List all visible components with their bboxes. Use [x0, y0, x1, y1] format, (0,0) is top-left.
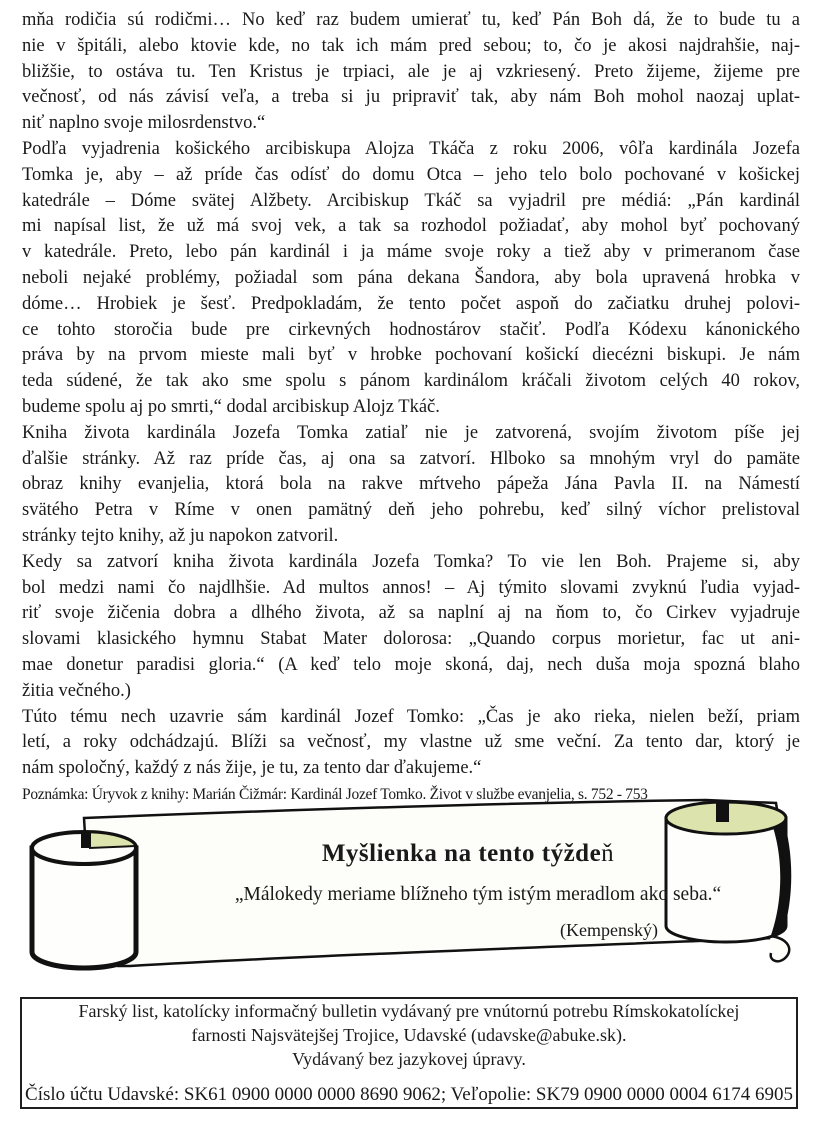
- text-line: neboli nejaké problémy, požiadal som pána dekana Šandora, aby bola upravená hrobka v: [22, 267, 800, 288]
- text-line: letí, a roky odchádzajú. Blíži sa večnosť, my vlastne už sme veční. Za tento dar, ktorý je: [22, 732, 800, 753]
- text-line: práva by na prvom mieste mali byť v hrobke pochovaní košickí diecézni biskupi. Je nám: [22, 345, 800, 366]
- scroll-title-tail: ň: [601, 840, 615, 867]
- body-paragraph: [22, 421, 800, 550]
- text-line: bližšie, to ostáva tu. Ten Kristus je trpiaci, ale je aj vzkriesený. Preto žijeme, žijeme pre: [22, 61, 800, 82]
- text-line: mi napísal list, že už má svoj vek, a tak sa rozhodol požiadať, aby mohol byť pochovaný: [22, 216, 800, 237]
- scroll-banner: [18, 790, 800, 990]
- text-line: Podľa vyjadrenia košického arcibiskupa Alojza Tkáča z roku 2006, vôľa kardinála Jozefa: [22, 138, 800, 159]
- text-line: budeme spolu aj po smrti,“ dodal arcibiskup Alojz Tkáč.: [22, 396, 440, 417]
- footer-line: Farský list, katolícky informačný bulletin vydávaný pre vnútornú potrebu Rímskokatolíckej: [78, 1001, 740, 1021]
- text-line: nám spoločný, každý z nás žije, je tu, za tento dar ďakujeme.“: [22, 758, 482, 779]
- scroll-quote: „Málokedy meriame blížneho tým istým meradlom ako seba.“: [234, 884, 722, 905]
- text-line: svätého Petra v Ríme v onen pamätný deň jeho pohrebu, keď silný víchor prelistoval: [22, 500, 800, 521]
- text-line: v katedrále. Preto, lebo pán kardinál i ja máme svoje roky a tiež aby v primeranom čase: [22, 242, 800, 263]
- text-line: katedrále – Dóme svätej Alžbety. Arcibiskup Tkáč sa vyjadril pre médiá: „Pán kardinál: [22, 190, 800, 211]
- text-line: večnosť, od nás závisí veľa, a treba si ju pripraviť tak, aby nám Boh mohol naozaj uplat-: [22, 87, 800, 108]
- text-line: ďalšie stránky. Až raz príde čas, aj ona sa zatvorí. Hlboko sa mnohým vryl do pamäte: [22, 448, 800, 469]
- footer-line: farnosti Najsvätejšej Trojice, Udavské (udavske@abuke.sk).: [191, 1025, 627, 1045]
- text-line: slovami klasického hymnu Stabat Mater dolorosa: „Quando corpus morietur, fac ut ani-: [22, 629, 800, 650]
- body-paragraph: [22, 8, 800, 137]
- text-line: mňa rodičia sú rodičmi… No keď raz budem umierať tu, keď Pán Boh dá, že to bude tu a: [22, 10, 800, 30]
- text-line: stránky tejto knihy, až ju napokon zatvoril.: [22, 525, 339, 546]
- footer-line: Vydávaný bez jazykovej úpravy.: [292, 1049, 526, 1069]
- text-line: žitia večného.): [22, 680, 131, 701]
- text-line: Túto tému nech uzavrie sám kardinál Jozef Tomko: „Čas je ako rieka, nielen beží, priam: [22, 706, 800, 727]
- text-line: niť naplno svoje milosrdenstvo.“: [22, 113, 266, 134]
- text-line: bol medzi nami čo najdlhšie. Ad multos annos! – Aj týmito slovami zvyknú ľudia vyjad-: [22, 577, 800, 598]
- scroll-title: [138, 840, 798, 868]
- scroll-title-main: Myšlienka na tento týžde: [321, 840, 602, 867]
- text-line: Tomka je, aby – až príde čas odísť do domu Otca – jeho telo bolo pochované v košickej: [22, 164, 800, 185]
- scroll-left-roll: [32, 831, 136, 968]
- scroll-attribution: (Kempenský): [560, 920, 658, 940]
- text-line: obraz knihy evanjelia, ktorá bola na rakve mŕtveho pápeža Jána Pavla II. na Námestí: [22, 474, 800, 495]
- body-paragraph: [22, 550, 800, 705]
- article-body: [22, 8, 800, 808]
- text-line: nie v špitáli, alebo ktovie kde, no tak ich mám pred sebou; to, čo je akosi najdrahšie, naj-: [22, 35, 800, 56]
- text-line: dóme… Hrobiek je šesť. Predpokladám, že tento počet aspoň do začiatku druhej polovi-: [22, 293, 800, 314]
- text-line: Kedy sa zatvorí kniha života kardinála Jozefa Tomka? To vie len Boh. Prajeme si, aby: [22, 551, 800, 572]
- footer-box: [20, 997, 798, 1109]
- text-line: teda súdené, že tak ako sme spolu s pánom kardinálom kráčali životom celých 40 rokov,: [22, 371, 800, 392]
- body-paragraph: [22, 705, 800, 782]
- source-note-line: Poznámka: Úryvok z knihy: Marián Čižmár: Kardinál Jozef Tomko. Život v službe evanjelia, s. 752 - 753: [22, 785, 648, 803]
- footer-lines: [22, 999, 796, 1071]
- footer-account-line: Číslo účtu Udavské: SK61 0900 0000 0000 8690 9062; Veľopolie: SK79 0900 0000 0004 6174 6905: [25, 1084, 793, 1105]
- text-line: mae donetur paradisi gloria.“ (A keď telo moje skoná, daj, nech duša moja spozná blaho: [22, 654, 800, 675]
- text-line: Kniha života kardinála Jozefa Tomka zatiaľ nie je zatvorená, svojím životom píše jej: [22, 422, 800, 443]
- body-paragraph: [22, 137, 800, 421]
- text-line: riť svoje žičenia dobra a dlhého života, až sa naplní aj na ňom to, čo Cirkev vyjadruje: [22, 603, 800, 624]
- text-line: ce tohto storočia bude pre cirkevných hodnostárov stačiť. Podľa Kódexu kánonického: [22, 319, 800, 340]
- scroll-band-curl: [770, 936, 789, 961]
- scroll-right-roll: [666, 802, 791, 942]
